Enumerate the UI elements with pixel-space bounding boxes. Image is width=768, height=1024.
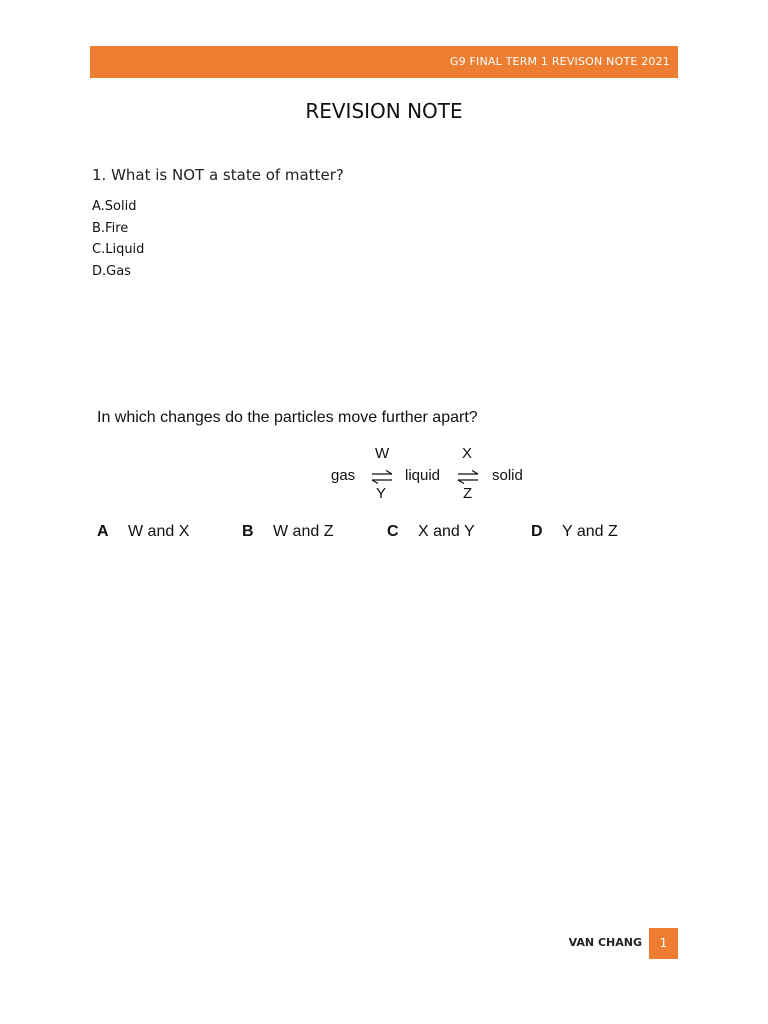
answer-text: X and Y <box>418 523 475 540</box>
answer-option-c <box>387 523 475 541</box>
diagram-label-z: Z <box>463 485 473 502</box>
diagram-state-gas: gas <box>331 467 356 484</box>
diagram-state-liquid: liquid <box>405 467 441 484</box>
question-1-option-b: B.Fire <box>92 220 129 236</box>
question-1-options <box>92 196 144 282</box>
equilibrium-arrow-icon <box>456 470 480 484</box>
answer-option-a <box>97 523 189 541</box>
footer-author: VAN CHANG <box>568 936 642 949</box>
answer-letter: A <box>97 523 109 540</box>
question-1-text: 1. What is NOT a state of matter? <box>92 166 344 184</box>
answer-letter: B <box>242 523 254 540</box>
answer-option-b <box>242 523 333 541</box>
state-change-diagram <box>318 444 548 508</box>
header-bar <box>90 46 678 78</box>
diagram-state-solid: solid <box>492 467 523 484</box>
answer-letter: C <box>387 523 399 540</box>
answer-letter: D <box>531 523 543 540</box>
answer-text: Y and Z <box>562 523 618 540</box>
question-2-answers <box>97 523 657 545</box>
page-title: REVISION NOTE <box>305 99 463 123</box>
header-title: G9 FINAL TERM 1 REVISON NOTE 2021 <box>449 55 670 68</box>
question-1-option-c: C.Liquid <box>92 242 145 257</box>
answer-text: W and Z <box>273 523 334 540</box>
question-1-option-d: D.Gas <box>92 263 131 279</box>
answer-option-d <box>531 523 618 541</box>
diagram-label-y: Y <box>376 485 387 502</box>
question-2-text: In which changes do the particles move further apart? <box>97 409 478 426</box>
footer-page-number: 1 <box>649 928 678 959</box>
equilibrium-arrow-icon <box>370 470 394 484</box>
answer-text: W and X <box>128 523 190 540</box>
question-1-option-a: A.Solid <box>92 199 137 214</box>
diagram-label-x: X <box>462 445 473 462</box>
diagram-label-w: W <box>375 445 390 462</box>
